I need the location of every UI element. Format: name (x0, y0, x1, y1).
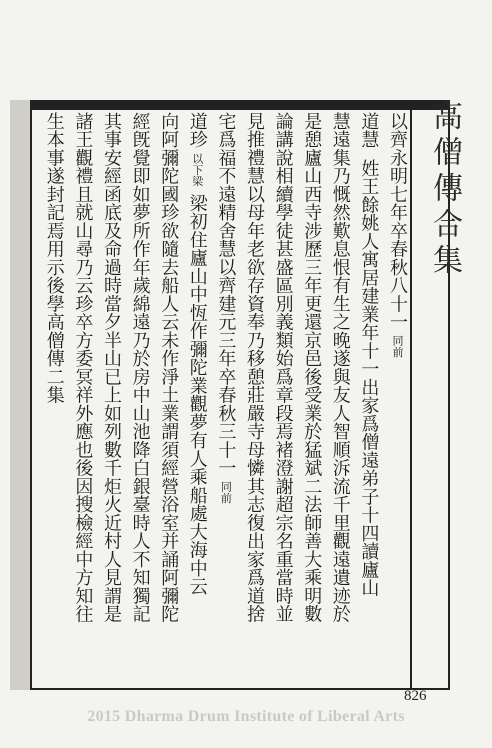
right-margin (414, 12, 492, 748)
text-column-12 (69, 112, 95, 623)
column-annotation: 同前 (219, 481, 233, 504)
column-text: 以齊永明七年卒春秋八十一 (387, 112, 408, 331)
text-column-5 (270, 112, 296, 623)
text-column-2 (355, 112, 381, 597)
text-column-13 (41, 112, 67, 404)
watermark: 2015 Dharma Drum Institute of Liberal Arts (87, 708, 405, 725)
column-text: 經旣覺即如夢所作年歲綿遠乃於房中山池降白銀臺時人不知獨記 (129, 112, 151, 623)
column-annotation: 同前 (391, 335, 404, 358)
page-number: 826 (404, 688, 427, 704)
column-text: 宅爲福不遠精舍慧以齊建元三年卒春秋三十一 (215, 112, 237, 477)
text-column-4 (298, 112, 324, 623)
text-column-11 (98, 112, 124, 623)
column-text: 論講說相續學徒甚盛區別義類始爲章段焉褚澄謝超宗名重當時並 (272, 112, 294, 623)
column-annotation: 以下梁 (190, 152, 204, 187)
text-column-3 (327, 112, 353, 623)
margin-label: 高僧傳合集 (427, 100, 462, 280)
column-text: 其事安經函底及命過時當夕半山已上如列數千炬火近村人見謂是 (101, 112, 122, 623)
text-column-6 (241, 112, 267, 623)
column-continuation: 梁初住廬山中恆作彌陀業觀夢有人乘船處大海中云 (186, 194, 208, 596)
page-gutter-shadow (10, 100, 32, 690)
column-text: 向阿彌陀國珍欲隨去船人云未作淨土業謂須經營浴室并誦阿彌陀 (158, 112, 180, 623)
text-column-9 (155, 112, 181, 623)
column-text: 見推禮慧以母年老欲存資奉乃移憩莊嚴寺母憐其志復出家爲道捨 (244, 112, 265, 623)
text-column-7 (212, 112, 238, 504)
column-annotation: 姓王餘姚人寓居建業年十一出家爲僧遠弟子十四讀廬山 (358, 158, 380, 597)
margin-rule (410, 100, 412, 690)
column-text: 道慧 (358, 112, 380, 149)
text-column-10 (127, 112, 153, 623)
column-text: 是憩廬山西寺涉歷三年更還京邑後受業於猛斌二法師善大乘明數 (301, 112, 323, 623)
text-column-8 (184, 112, 210, 596)
column-text: 生本事遂封記焉用示後學高僧傳二集 (43, 112, 65, 404)
column-text: 道珍 (186, 112, 208, 149)
column-text: 諸王觀禮且就山尋乃云珍卒方委冥祥外應也後因搜檢經中方知往 (72, 112, 94, 623)
text-column-1 (384, 112, 410, 358)
column-text: 慧遠集乃慨然歎息恨有生之晚遂與友人智順泝流千里觀遠遺迹於 (329, 112, 351, 623)
top-border-band (30, 100, 450, 110)
